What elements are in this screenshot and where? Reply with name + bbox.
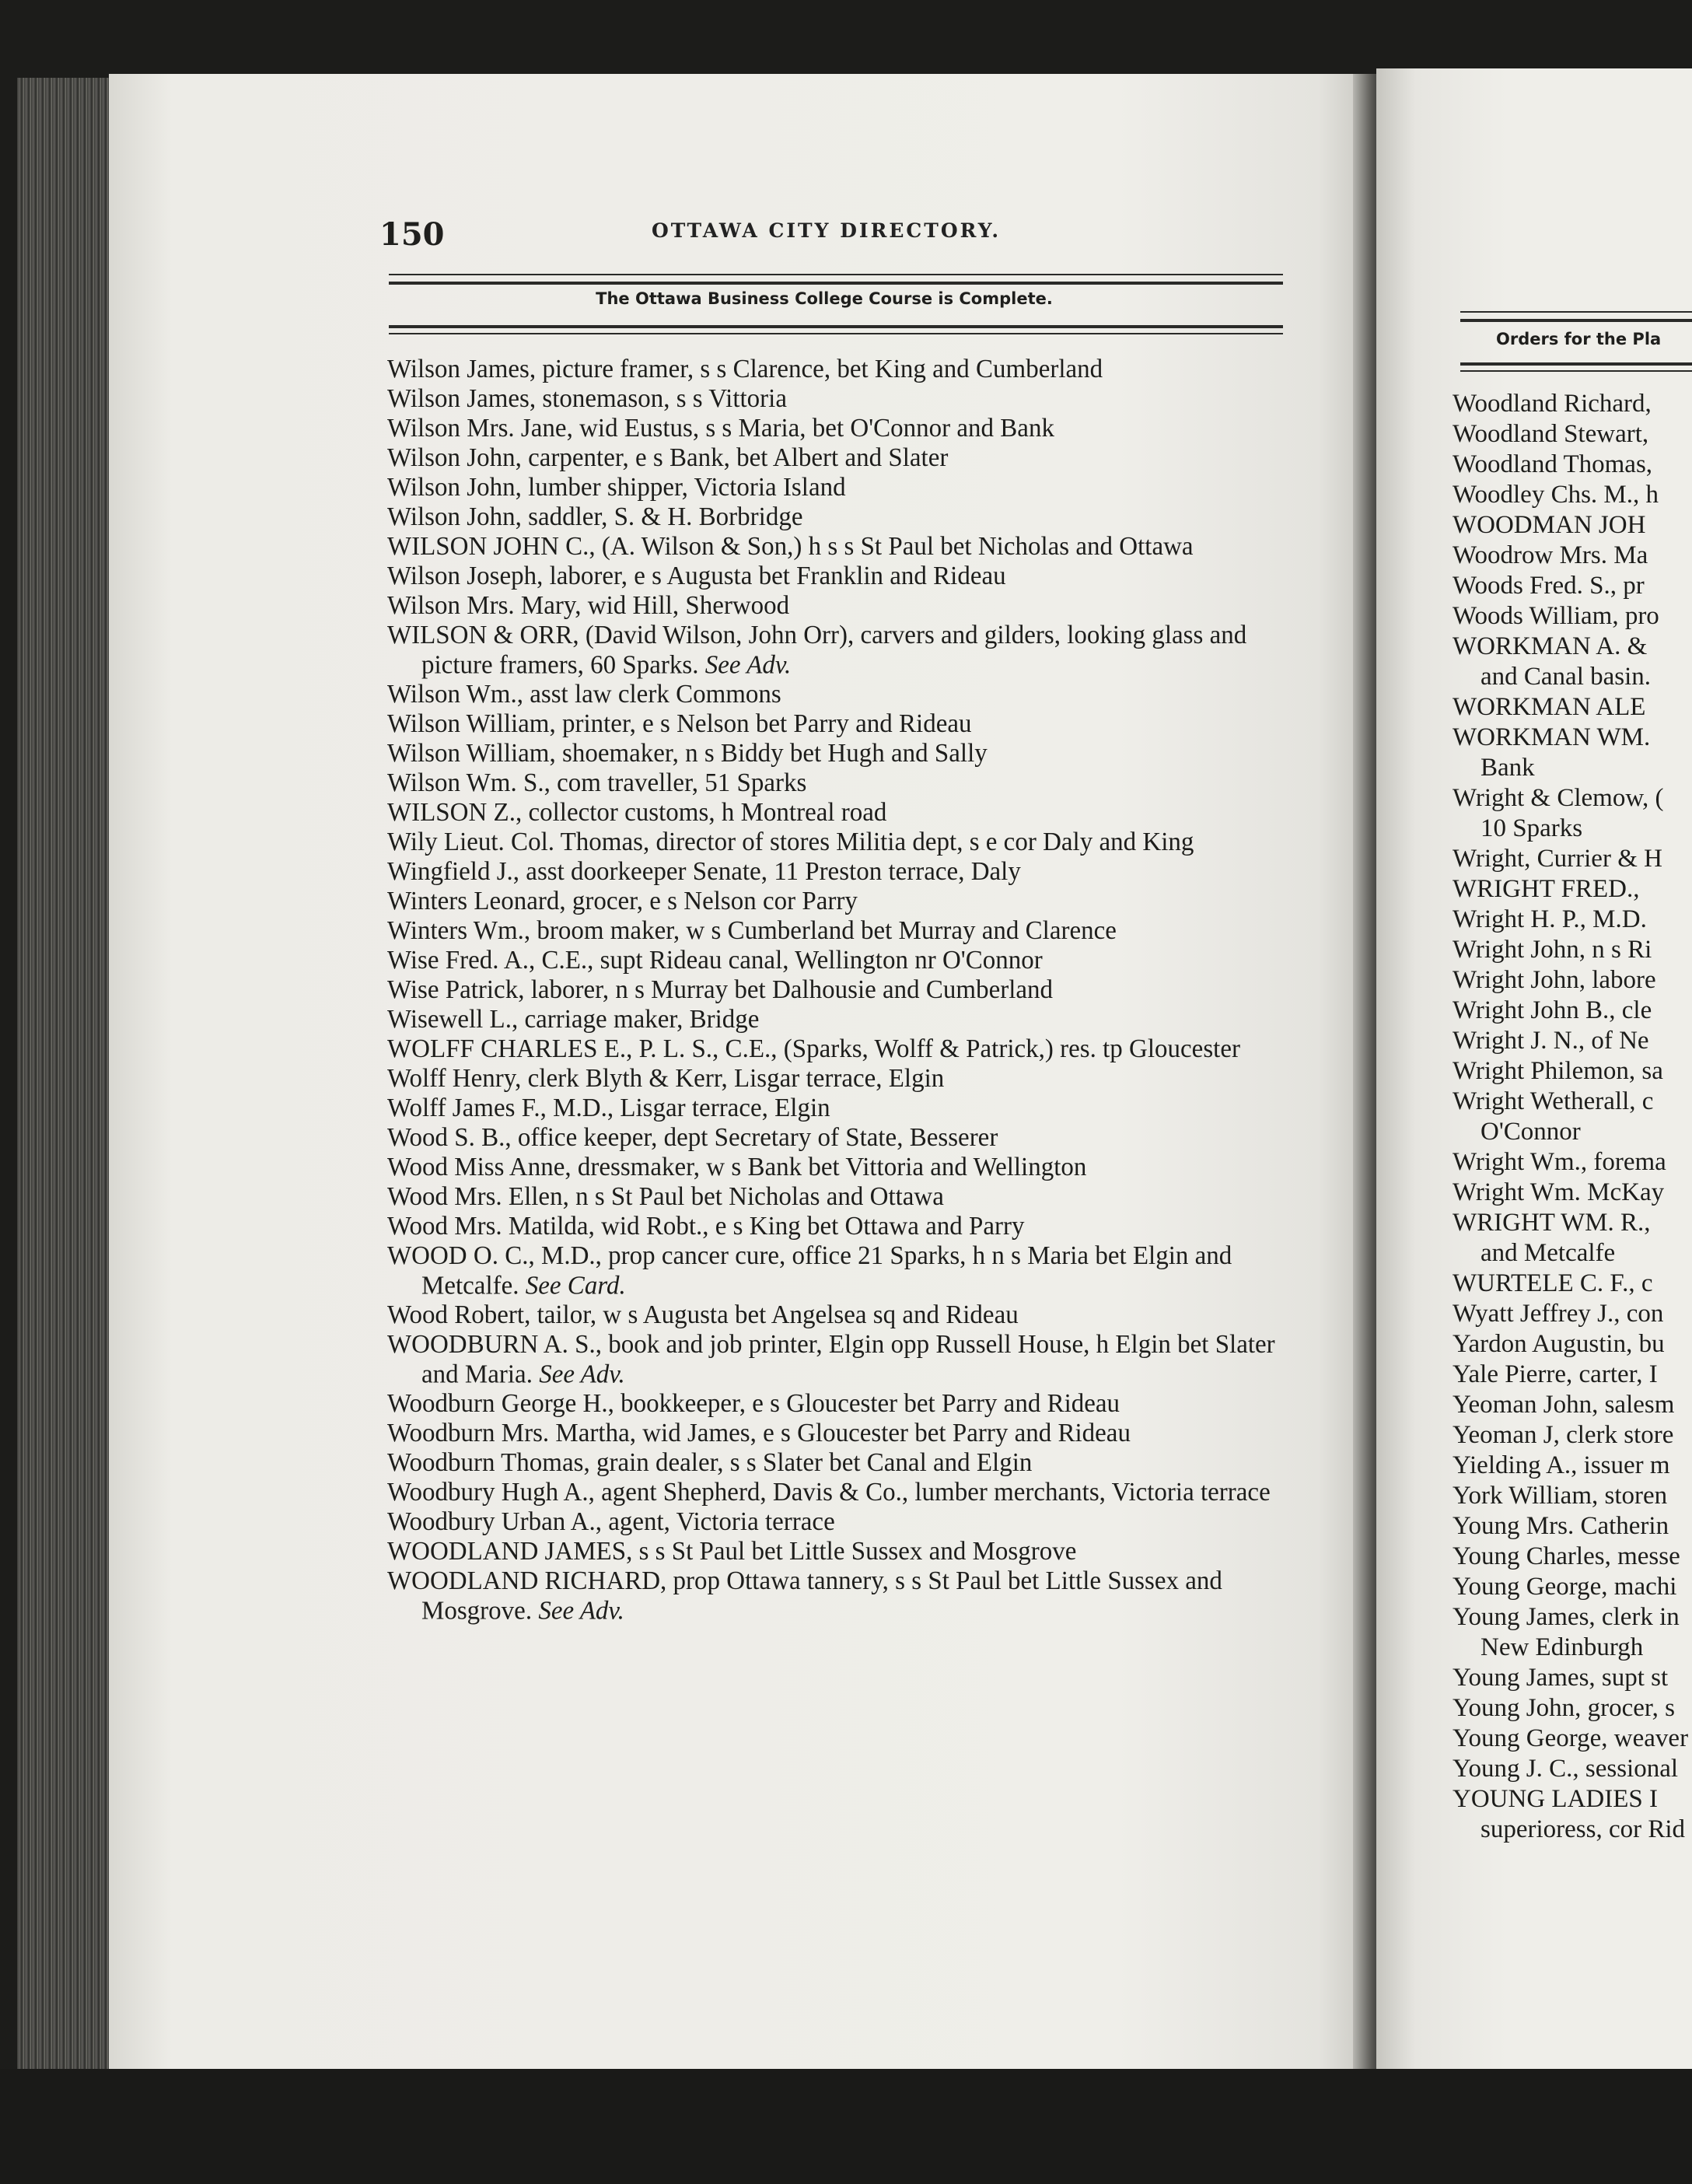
directory-entry xyxy=(387,857,1295,887)
directory-entry xyxy=(387,1507,1295,1538)
right-directory-line: Wyatt Jeffrey J., con xyxy=(1453,1300,1664,1328)
directory-entry xyxy=(387,562,1295,592)
entry-text: Woodburn Thomas, grain dealer, s s Slater bet Canal and Elgin xyxy=(387,1448,1033,1478)
header-rule-bottom-thick xyxy=(389,325,1283,328)
entry-text: Wisewell L., carriage maker, Bridge xyxy=(387,1005,760,1034)
right-directory-line: Wright H. P., M.D. xyxy=(1453,905,1647,933)
entry-text: Woodburn George H., bookkeeper, e s Gloucester bet Parry and Rideau xyxy=(387,1389,1120,1419)
right-directory-line: Woods Fred. S., pr xyxy=(1453,572,1645,600)
right-directory-line: Young George, machi xyxy=(1453,1573,1677,1601)
entry-advert-note: See Adv. xyxy=(538,1597,624,1626)
directory-entry xyxy=(387,1182,1295,1213)
entry-advert-note: See Card. xyxy=(525,1272,626,1300)
right-directory-line: Woods William, pro xyxy=(1453,602,1659,630)
right-directory-line: Yielding A., issuer m xyxy=(1453,1451,1670,1479)
directory-entry xyxy=(387,355,1295,385)
entry-text: Wilson Mrs. Jane, wid Eustus, s s Maria, bet O'Connor and Bank xyxy=(387,414,1054,443)
entry-text: Wise Patrick, laborer, n s Murray bet Dalhousie and Cumberland xyxy=(387,975,1054,1005)
entry-text: Wilson Joseph, laborer, e s Augusta bet Franklin and Rideau xyxy=(387,562,1006,591)
entry-text: Wilson John, carpenter, e s Bank, bet Albert and Slater xyxy=(387,443,949,473)
entry-text: Wily Lieut. Col. Thomas, director of stores Militia dept, s e cor Daly and King xyxy=(387,828,1194,857)
entry-text: Wilson Wm., asst law clerk Commons xyxy=(387,680,781,709)
entry-text: Wilson William, printer, e s Nelson bet Parry and Rideau xyxy=(387,709,972,739)
directory-entry xyxy=(387,1300,1295,1331)
directory-entry xyxy=(387,1123,1295,1153)
entry-text: WOOD O. C., M.D., prop cancer cure, office 21 Sparks, h n s Maria bet Elgin and Metcalfe. xyxy=(387,1241,1232,1300)
right-directory-line: Wright J. N., of Ne xyxy=(1453,1027,1649,1055)
right-directory-line: WORKMAN WM. xyxy=(1453,723,1651,751)
entry-text: WILSON JOHN C., (A. Wilson & Son,) h s s St Paul bet Nicholas and Ottawa xyxy=(387,532,1194,562)
right-directory-line: Young James, supt st xyxy=(1453,1664,1669,1692)
entry-text: Wolff Henry, clerk Blyth & Kerr, Lisgar terrace, Elgin xyxy=(387,1064,945,1094)
right-directory-line: and Metcalfe xyxy=(1480,1239,1616,1267)
scan-background-bottom xyxy=(0,2069,1692,2184)
entry-text: Wood S. B., office keeper, dept Secretary of State, Besserer xyxy=(387,1123,998,1153)
right-directory-line: Wright John, labore xyxy=(1453,966,1656,994)
directory-entry xyxy=(387,916,1295,947)
directory-entry xyxy=(387,414,1295,444)
directory-entry xyxy=(387,1419,1295,1449)
directory-entry xyxy=(387,1566,1295,1626)
right-directory-line: Young John, grocer, s xyxy=(1453,1694,1675,1722)
right-directory-line: WRIGHT FRED., xyxy=(1453,875,1640,903)
directory-entries xyxy=(387,355,1295,1626)
right-directory-line: Bank xyxy=(1480,754,1535,782)
right-directory-line: Yeoman J, clerk store xyxy=(1453,1421,1674,1449)
right-banner-text: Orders for the Pla xyxy=(1496,330,1662,348)
header-rule-top-thick xyxy=(389,282,1283,285)
directory-entry xyxy=(387,975,1295,1006)
directory-entry xyxy=(387,709,1295,740)
directory-entry xyxy=(387,1241,1295,1301)
directory-entry xyxy=(387,680,1295,710)
header-rule-bottom xyxy=(389,333,1283,334)
directory-entry xyxy=(387,739,1295,769)
entry-text: Woodburn Mrs. Martha, wid James, e s Gloucester bet Parry and Rideau xyxy=(387,1419,1131,1448)
entry-text: WILSON Z., collector customs, h Montreal road xyxy=(387,798,887,828)
directory-entry xyxy=(387,946,1295,976)
right-header-rule-top xyxy=(1460,311,1692,313)
right-directory-line: Young J. C., sessional xyxy=(1453,1755,1679,1783)
entry-advert-note: See Adv. xyxy=(704,651,792,680)
directory-entry xyxy=(387,1537,1295,1567)
directory-entry xyxy=(387,502,1295,533)
entry-text: Winters Leonard, grocer, e s Nelson cor Parry xyxy=(387,887,858,916)
right-directory-line: Yardon Augustin, bu xyxy=(1453,1330,1665,1358)
entry-text: Wolff James F., M.D., Lisgar terrace, Elgin xyxy=(387,1094,830,1123)
right-directory-line: WOODMAN JOH xyxy=(1453,511,1646,539)
right-directory-line: Woodley Chs. M., h xyxy=(1453,481,1659,509)
directory-entry xyxy=(387,443,1295,474)
entry-text: Wood Mrs. Ellen, n s St Paul bet Nicholas and Ottawa xyxy=(387,1182,944,1212)
right-directory-line: New Edinburgh xyxy=(1480,1633,1644,1661)
right-directory-line: Wright Wetherall, c xyxy=(1453,1087,1654,1115)
right-directory-line: superioress, cor Rid xyxy=(1480,1815,1686,1843)
directory-entry xyxy=(387,1389,1295,1419)
right-directory-line: Yeoman John, salesm xyxy=(1453,1391,1675,1419)
right-header-rule-bottom-thick xyxy=(1460,362,1692,366)
right-directory-line: Wright Wm. McKay xyxy=(1453,1178,1665,1206)
header-rule-top xyxy=(389,274,1283,275)
right-directory-entries xyxy=(1453,389,1692,1845)
right-directory-line: Young George, weaver xyxy=(1453,1724,1689,1752)
directory-entry xyxy=(387,1005,1295,1035)
directory-entry xyxy=(387,473,1295,503)
right-directory-line: WRIGHT WM. R., xyxy=(1453,1209,1651,1237)
entry-text: Wise Fred. A., C.E., supt Rideau canal, Wellington nr O'Connor xyxy=(387,946,1043,975)
entry-text: Wingfield J., asst doorkeeper Senate, 11 Preston terrace, Daly xyxy=(387,857,1021,887)
right-directory-line: and Canal basin. xyxy=(1480,663,1652,691)
entry-text: Wilson John, lumber shipper, Victoria Island xyxy=(387,473,846,502)
right-directory-line: Wright Wm., forema xyxy=(1453,1148,1666,1176)
running-head: OTTAWA CITY DIRECTORY. xyxy=(652,219,1002,242)
directory-entry xyxy=(387,1034,1295,1065)
entry-text: WOODBURN A. S., book and job printer, Elgin opp Russell House, h Elgin bet Slater and Maria. xyxy=(387,1330,1275,1389)
right-directory-line: Wright John, n s Ri xyxy=(1453,936,1652,964)
directory-entry xyxy=(387,887,1295,917)
page-number: 150 xyxy=(379,216,445,253)
right-directory-line: Woodland Stewart, xyxy=(1453,420,1649,448)
entry-text: Woodbury Hugh A., agent Shepherd, Davis & Co., lumber merchants, Victoria terrace xyxy=(387,1478,1271,1507)
directory-entry xyxy=(387,620,1295,681)
right-directory-line: WORKMAN A. & xyxy=(1453,632,1648,660)
entry-text: Woodbury Urban A., agent, Victoria terrace xyxy=(387,1507,835,1537)
right-directory-line: Wright & Clemow, ( xyxy=(1453,784,1664,812)
directory-entry xyxy=(387,384,1295,415)
banner-text: The Ottawa Business College Course is Complete. xyxy=(596,289,1053,308)
entry-text: Wilson John, saddler, S. & H. Borbridge xyxy=(387,502,803,532)
right-header-rule-bottom xyxy=(1460,370,1692,372)
directory-entry xyxy=(387,1153,1295,1183)
right-directory-line: 10 Sparks xyxy=(1480,814,1583,842)
entry-text: WOODLAND JAMES, s s St Paul bet Little Sussex and Mosgrove xyxy=(387,1537,1077,1566)
directory-entry xyxy=(387,1329,1295,1390)
directory-entry xyxy=(387,1448,1295,1479)
directory-entry xyxy=(387,768,1295,799)
right-directory-line: Young Charles, messe xyxy=(1453,1542,1680,1570)
right-directory-line: WURTELE C. F., c xyxy=(1453,1269,1653,1297)
entry-text: WOODLAND RICHARD, prop Ottawa tannery, s s St Paul bet Little Sussex and Mosgrove. xyxy=(387,1566,1222,1626)
right-directory-line: Woodland Richard, xyxy=(1453,390,1652,418)
right-directory-line: Young James, clerk in xyxy=(1453,1603,1680,1631)
entry-text: Wilson Wm. S., com traveller, 51 Sparks xyxy=(387,768,807,798)
directory-entry xyxy=(387,1094,1295,1124)
entry-text: Winters Wm., broom maker, w s Cumberland bet Murray and Clarence xyxy=(387,916,1117,946)
entry-text: Wilson James, stonemason, s s Vittoria xyxy=(387,384,787,414)
directory-entry xyxy=(387,532,1295,562)
directory-entry xyxy=(387,828,1295,858)
entry-text: Wood Miss Anne, dressmaker, w s Bank bet Vittoria and Wellington xyxy=(387,1153,1087,1182)
right-directory-line: Wright John B., cle xyxy=(1453,996,1652,1024)
right-directory-line: Wright Philemon, sa xyxy=(1453,1057,1663,1085)
entry-text: Wilson James, picture framer, s s Clarence, bet King and Cumberland xyxy=(387,355,1103,384)
right-directory-line: Young Mrs. Catherin xyxy=(1453,1512,1669,1540)
directory-entry xyxy=(387,1064,1295,1094)
entry-text: Wilson William, shoemaker, n s Biddy bet Hugh and Sally xyxy=(387,739,988,768)
directory-entry xyxy=(387,798,1295,828)
entry-text: Wood Robert, tailor, w s Augusta bet Angelsea sq and Rideau xyxy=(387,1300,1019,1330)
right-directory-line: YOUNG LADIES I xyxy=(1453,1785,1658,1813)
entry-text: Wood Mrs. Matilda, wid Robt., e s King bet Ottawa and Parry xyxy=(387,1212,1025,1241)
right-directory-line: WORKMAN ALE xyxy=(1453,693,1646,721)
directory-entry xyxy=(387,1478,1295,1508)
right-directory-line: Wright, Currier & H xyxy=(1453,845,1662,873)
right-directory-line: O'Connor xyxy=(1480,1118,1581,1146)
right-directory-line: York William, storen xyxy=(1453,1482,1668,1510)
right-header-rule-top-thick xyxy=(1460,319,1692,322)
entry-text: Wilson Mrs. Mary, wid Hill, Sherwood xyxy=(387,591,790,621)
right-directory-line: Yale Pierre, carter, I xyxy=(1453,1360,1658,1388)
right-directory-line: Woodland Thomas, xyxy=(1453,450,1653,478)
directory-entry xyxy=(387,591,1295,621)
directory-entry xyxy=(387,1212,1295,1242)
entry-text: WOLFF CHARLES E., P. L. S., C.E., (Sparks, Wolff & Patrick,) res. tp Gloucester xyxy=(387,1034,1240,1064)
entry-text: WILSON & ORR, (David Wilson, John Orr), carvers and gilders, looking glass and picture framers, 60 Sparks. xyxy=(387,621,1247,680)
right-directory-line: Woodrow Mrs. Ma xyxy=(1453,541,1648,569)
entry-advert-note: See Adv. xyxy=(539,1360,625,1389)
